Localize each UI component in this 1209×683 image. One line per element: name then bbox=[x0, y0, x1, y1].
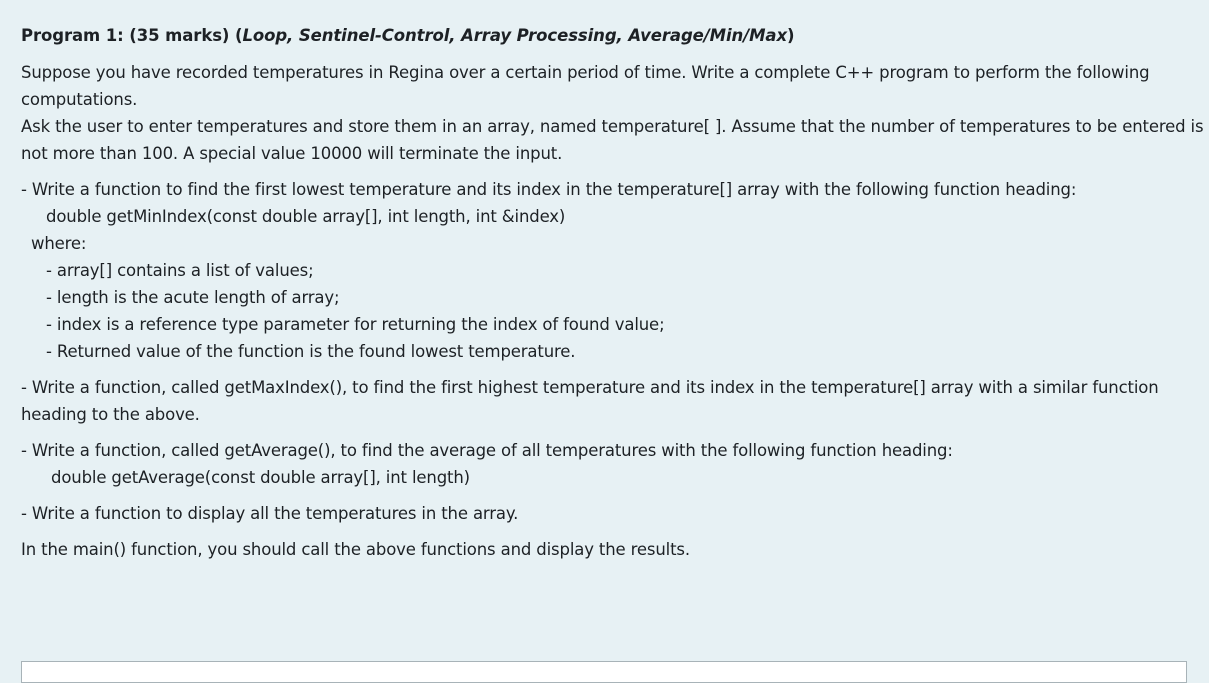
min-task-param: - array[] contains a list of values; bbox=[46, 261, 314, 280]
answer-editor[interactable] bbox=[21, 661, 1187, 683]
min-task-text: - Write a function to find the first lowest temperature and its index in the temperature[] array with the following function heading: bbox=[21, 180, 1077, 199]
min-task-heading: double getMinIndex(const double array[], int length, int &index) bbox=[46, 207, 566, 226]
min-task-param: - Returned value of the function is the found lowest temperature. bbox=[46, 342, 576, 361]
title-prefix: Program 1: (35 marks) ( bbox=[21, 26, 243, 45]
main-note-text: In the main() function, you should call the above functions and display the results. bbox=[21, 540, 690, 559]
intro-line-1: Suppose you have recorded temperatures in Regina over a certain period of time. Write a complete C++ program to perform the following bbox=[21, 63, 1150, 82]
display-task-text: - Write a function to display all the temperatures in the array. bbox=[21, 504, 519, 523]
max-task-line-2: heading to the above. bbox=[21, 405, 200, 424]
max-task-line-1: - Write a function, called getMaxIndex(), to find the first highest temperature and its index in the temperature[] array with a similar function bbox=[21, 378, 1159, 397]
min-task-param: - index is a reference type parameter for returning the index of found value; bbox=[46, 315, 665, 334]
min-task-param: - length is the acute length of array; bbox=[46, 288, 340, 307]
avg-task-heading: double getAverage(const double array[], int length) bbox=[51, 468, 470, 487]
title-suffix: ) bbox=[787, 26, 795, 45]
intro-line-3: Ask the user to enter temperatures and store them in an array, named temperature[ ]. Assume that the number of temperatures to be entered is bbox=[21, 117, 1204, 136]
question-title bbox=[21, 26, 794, 45]
intro-line-4: not more than 100. A special value 10000 will terminate the input. bbox=[21, 144, 563, 163]
min-task-where: where: bbox=[31, 234, 87, 253]
intro-line-2: computations. bbox=[21, 90, 138, 109]
title-topics: Loop, Sentinel-Control, Array Processing, Average/Min/Max bbox=[242, 26, 788, 45]
avg-task-text: - Write a function, called getAverage(), to find the average of all temperatures with the following function heading: bbox=[21, 441, 953, 460]
